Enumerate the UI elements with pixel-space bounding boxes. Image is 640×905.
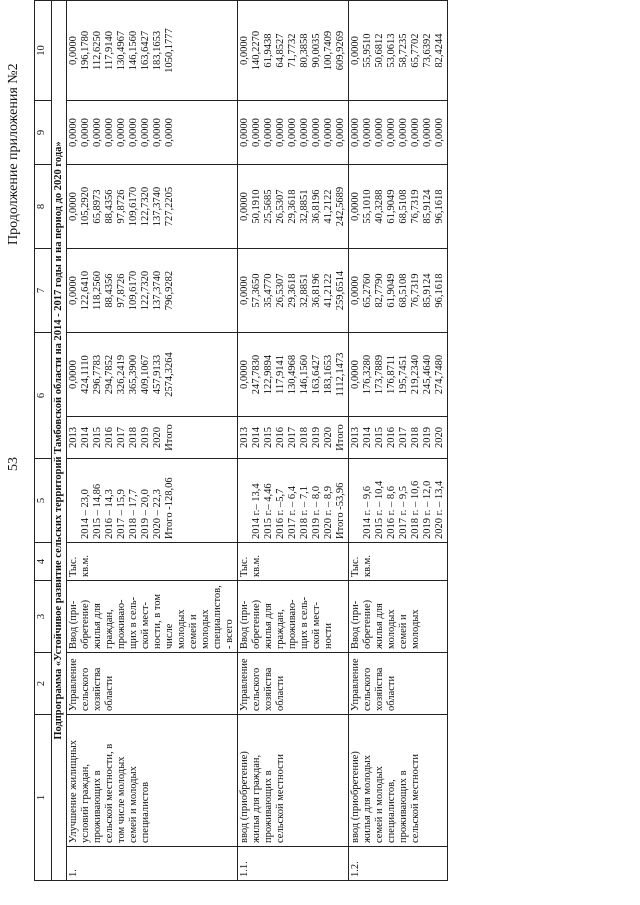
- funding-total: 0,0000 247,7830 122,9894 117,9141 130,4968 146,1560 163,6427 183,1653 1112,1473: [238, 333, 349, 417]
- unit: Тыс. кв.м.: [349, 543, 448, 581]
- col-header-9: 9: [35, 101, 52, 165]
- funding-col-10: 0,0000 55,9510 50,6812 53,0613 58,7235 65,7702 73,6392 82,4244: [349, 1, 448, 101]
- row-number: 1.2.: [349, 847, 448, 881]
- col-header-6: 6: [35, 333, 52, 459]
- row-number: 1.: [67, 847, 238, 881]
- executor: Управление сельского хозяйства области: [349, 653, 448, 715]
- funding-col-8: 0,0000 105,2920 65,8973 88,4356 97,8726 109,6170 122,7320 137,3740 727,2205: [67, 165, 238, 249]
- indicator-values: 2014 г.– 13,4 2015 г.– 4,46 2016 г. –5,7 2017 г. – 6,4 2018 г. – 7,1 2019 г. – 8,0 2020 г. – 8,9 Итого -53,96: [238, 459, 349, 543]
- page-number: 53: [6, 457, 21, 471]
- indicator: Ввод (при- обретение) жилья для граждан, проживаю- щих в сель- ской мест- ности, в том числе молодых семей и молодых специалистов, - всего: [67, 581, 238, 653]
- funding-col-10: 0,0000 140,2270 61,9438 64,8527 71,7732 80,3858 90,0035 100,7409 609,9269: [238, 1, 349, 101]
- program-table: [34, 0, 448, 881]
- col-header-2: 2: [35, 653, 52, 715]
- funding-col-7: 0,0000 57,3650 35,4770 26,5307 29,3618 32,8851 36,8196 41,2122 259,6514: [238, 249, 349, 333]
- table-row: [67, 1, 238, 881]
- col-header-3: 3: [35, 581, 52, 653]
- measure-name: ввод (приобретение) жилья для граждан, проживающих в сельской местности: [238, 715, 349, 847]
- col-header-8: 8: [35, 165, 52, 249]
- funding-col-8: 0,0000 50,1910 25,5685 26,5307 29,3618 32,8851 36,8196 41,2122 242,5689: [238, 165, 349, 249]
- row-number: 1.1.: [238, 847, 349, 881]
- indicator: Ввод (при- обретение) жилья для молодых семей и молодых: [349, 581, 448, 653]
- col-header-4: 4: [35, 543, 52, 581]
- table-row: [349, 1, 448, 881]
- col-header-1: 1: [35, 715, 52, 881]
- appendix-continuation: Продолжение приложения №2: [6, 63, 21, 245]
- subprogram-row: [52, 1, 67, 881]
- col-header-10: 10: [35, 1, 52, 101]
- unit: Тыс. кв.м.: [67, 543, 238, 581]
- col-header-5: 5: [35, 459, 52, 543]
- subprogram-title: Подпрограмма «Устойчивое развитие сельских территорий Тамбовской области на 2014 - 2017 годы и на период до 2020 года»: [52, 1, 67, 881]
- measure-name: Улучшение жилищных условий граждан, проживающих в сельской местности, в том числе молодых семей и молодых специалистов: [67, 715, 238, 847]
- col-header-7: 7: [35, 249, 52, 333]
- executor: Управление сельского хозяйства области: [67, 653, 238, 715]
- years: 2013 2014 2015 2016 2017 2018 2019 2020 Итого: [67, 417, 238, 459]
- funding-col-7: 0,0000 122,6410 118,2560 88,4356 97,8726 109,6170 122,7320 137,3740 796,9282: [67, 249, 238, 333]
- funding-col-9: 0,0000 0,0000 0,0000 0,0000 0,0000 0,0000 0,0000 0,0000: [349, 101, 448, 165]
- executor: Управление сельского хозяйства области: [238, 653, 349, 715]
- funding-col-10: 0,0000 196,1780 112,6250 117,9140 130,4967 146,1560 163,6427 183,1653 1050,1777: [67, 1, 238, 101]
- table-row: [238, 1, 349, 881]
- funding-col-7: 0,0000 65,2760 82,7790 61,9049 68,5108 76,7319 85,9124 96,1618: [349, 249, 448, 333]
- unit: Тыс. кв.м.: [238, 543, 349, 581]
- indicator: Ввод (при- обретение) жилья для граждан, проживаю- щих в сель- ской мест- ности: [238, 581, 349, 653]
- indicator-values: 2014 г. – 9,6 2015 г. – 10,4 2016 г. – 8,6 2017 г. – 9,5 2018 г. – 10,6 2019 г. – 12,0 2020 г. – 13,4: [349, 459, 448, 543]
- funding-col-9: 0,0000 0,0000 0,0000 0,0000 0,0000 0,0000 0,0000 0,0000 0,0000: [67, 101, 238, 165]
- funding-total: 0,0000 176,3280 173,7889 176,8711 195,7451 219,2340 245,4640 274,7480: [349, 333, 448, 417]
- funding-col-8: 0,0000 55,1010 40,3288 61,9049 68,5108 76,7319 85,9124 96,1618: [349, 165, 448, 249]
- funding-total: 0,0000 424,1110 296,7783 294,7852 326,2419 365,3900 409,1067 457,9133 2574,3264: [67, 333, 238, 417]
- indicator-values: 2014 – 23,0 2015 – 14,86 2016 – 14,3 2017 – 15,9 2018 – 17,7 2019 – 20,0 2020 – 22,3 Итого -128,06: [67, 459, 238, 543]
- years: 2013 2014 2015 2016 2017 2018 2019 2020: [349, 417, 448, 459]
- years: 2013 2014 2015 2016 2017 2018 2019 2020 Итого: [238, 417, 349, 459]
- column-number-row: [35, 1, 52, 881]
- funding-col-9: 0,0000 0,0000 0,0000 0,0000 0,0000 0,0000 0,0000 0,0000 0,0000: [238, 101, 349, 165]
- measure-name: ввод (приобретение) жилья для молодых семей и молодых специалистов, проживающих в сельской местности: [349, 715, 448, 847]
